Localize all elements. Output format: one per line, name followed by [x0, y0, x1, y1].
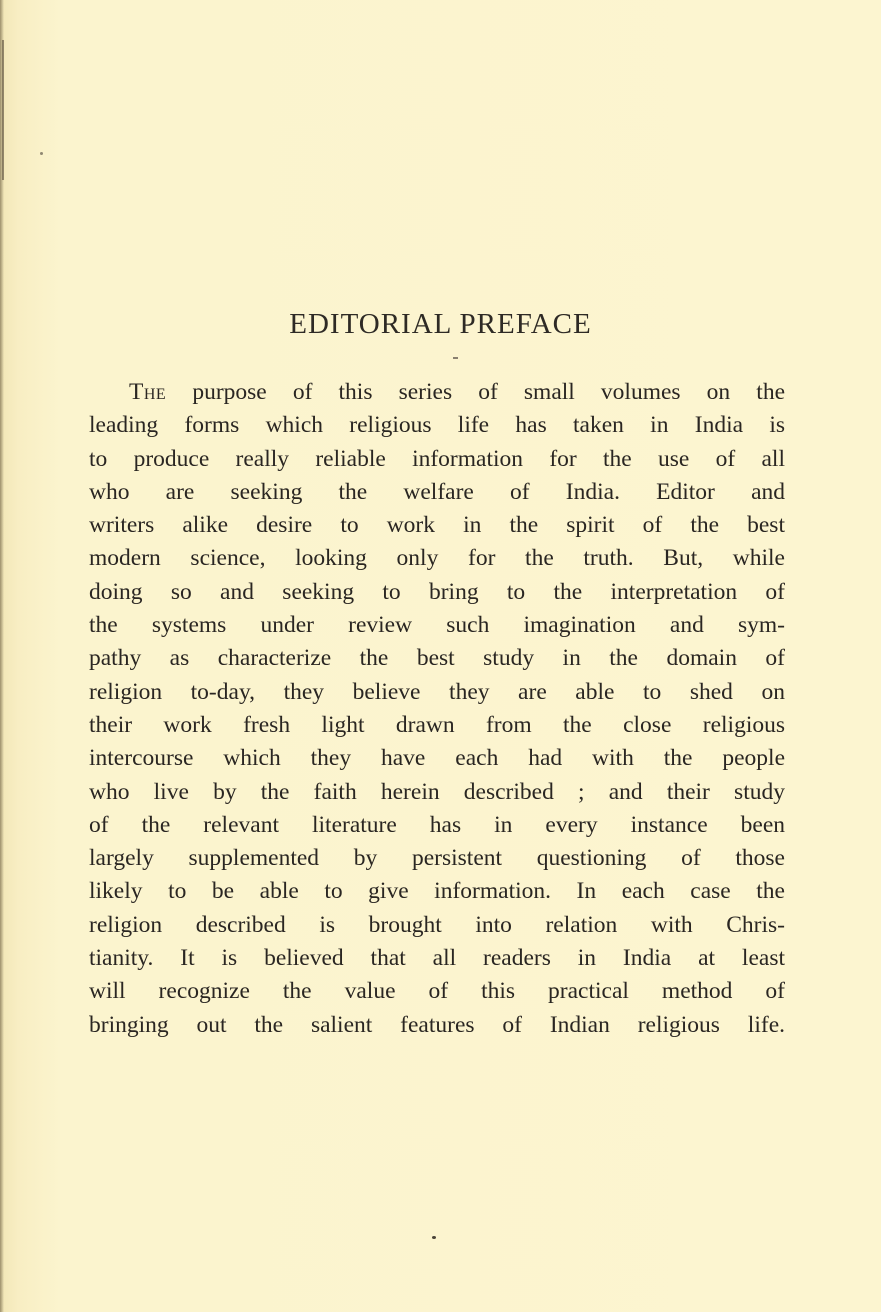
preface-paragraph — [89, 376, 785, 1042]
text-line: writers alike desire to work in the spirit of the best — [89, 512, 785, 539]
text-line: their work fresh light drawn from the close religious — [89, 711, 785, 738]
text-line: pathy as characterize the best study in the domain of — [89, 645, 785, 672]
text-line: bringing out the salient features of Indian religious life. — [89, 1011, 785, 1038]
text-line: who live by the faith herein described ; and their study — [89, 778, 785, 805]
text-line: largely supplemented by persistent questioning of those — [89, 845, 785, 872]
text-line: doing so and seeking to bring to the interpretation of — [89, 578, 785, 605]
page-gutter-shadow — [0, 0, 4, 1312]
text-line: modern science, looking only for the truth. But, while — [89, 545, 785, 572]
text-line: tianity. It is believed that all readers in India at least — [89, 945, 785, 972]
text-line: the systems under review such imagination and sym- — [89, 612, 785, 639]
text-line: The purpose of this series of small volumes on the — [129, 379, 785, 405]
page-title: EDITORIAL PREFACE — [289, 308, 592, 340]
text-line: likely to be able to give information. In each case the — [89, 878, 785, 905]
text-line: leading forms which religious life has taken in India is — [89, 412, 785, 439]
ink-speck — [40, 152, 43, 155]
page-binding-edge — [2, 40, 4, 180]
text-line: who are seeking the welfare of India. Editor and — [89, 478, 785, 505]
text-line: intercourse which they have each had with the people — [89, 745, 785, 772]
title-ornament — [453, 357, 458, 359]
text-line: will recognize the value of this practical method of — [89, 978, 785, 1005]
text-line: of the relevant literature has in every instance been — [89, 811, 785, 838]
lead-word: The — [129, 379, 167, 405]
text-line: to produce really reliable information for the use of all — [89, 445, 785, 472]
text-line: religion described is brought into relation with Chris- — [89, 911, 785, 938]
ink-speck — [432, 1236, 436, 1239]
text-line: religion to-day, they believe they are able to shed on — [89, 678, 785, 705]
